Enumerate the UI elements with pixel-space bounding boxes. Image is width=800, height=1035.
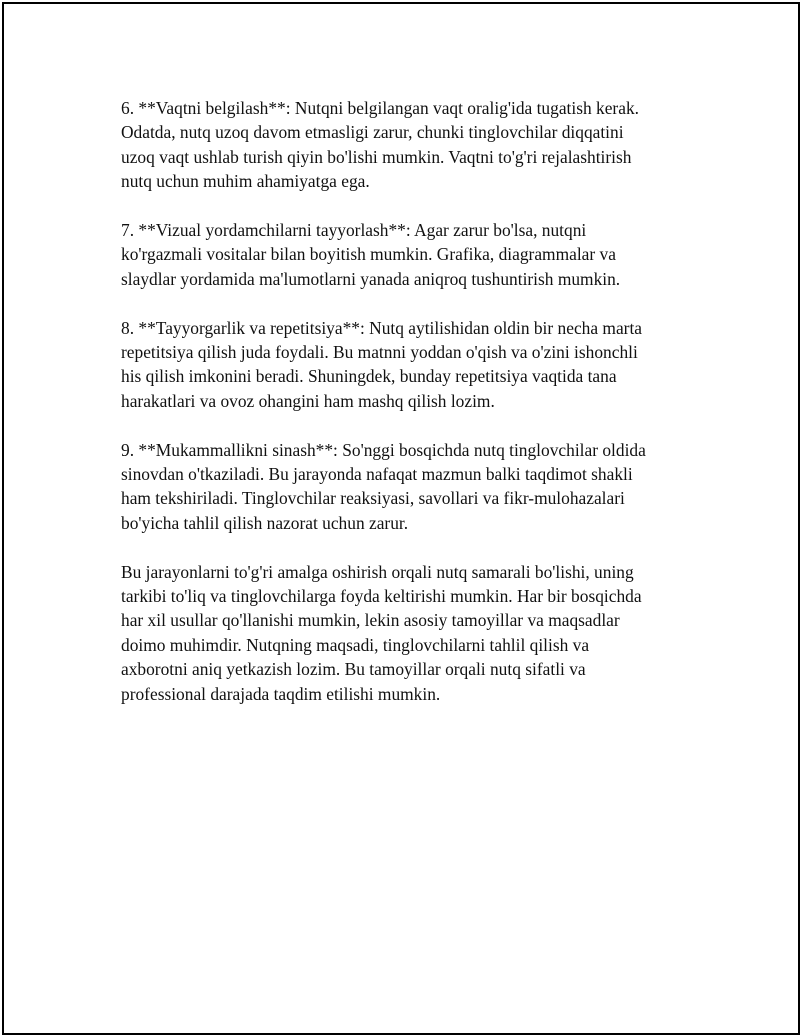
text-line: harakatlari va ovoz ohangini ham mashq qilish lozim. <box>121 390 495 411</box>
paragraph-tayyorgarlik-repetitsiya <box>121 316 691 414</box>
text-line: his qilish imkonini beradi. Shuningdek, bunday repetitsiya vaqtida tana <box>121 366 617 387</box>
text-line: ham tekshiriladi. Tinglovchilar reaksiyasi, savollari va fikr-mulohazalari <box>121 488 625 509</box>
text-line: tarkibi to'liq va tinglovchilarga foyda keltirishi mumkin. Har bir bosqichda <box>121 586 642 607</box>
paragraph-conclusion <box>121 560 691 706</box>
document-page <box>2 2 800 1035</box>
text-line: 8. **Tayyorgarlik va repetitsiya**: Nutq aytilishidan oldin bir necha marta <box>121 317 643 338</box>
text-line: uzoq vaqt ushlab turish qiyin bo'lishi mumkin. Vaqtni to'g'ri rejalashtirish <box>121 146 632 167</box>
text-line: repetitsiya qilish juda foydali. Bu matnni yoddan o'qish va o'zini ishonchli <box>121 342 638 363</box>
text-line: nutq uchun muhim ahamiyatga ega. <box>121 171 370 192</box>
paragraph-vaqtni-belgilash <box>121 96 691 194</box>
paragraph-mukammallikni-sinash <box>121 438 691 536</box>
text-line: Odatda, nutq uzoq davom etmasligi zarur, chunki tinglovchilar diqqatini <box>121 122 624 143</box>
text-line: har xil usullar qo'llanishi mumkin, lekin asosiy tamoyillar va maqsadlar <box>121 610 620 631</box>
text-line: professional darajada taqdim etilishi mumkin. <box>121 683 441 704</box>
text-line: Bu jarayonlarni to'g'ri amalga oshirish orqali nutq samarali bo'lishi, uning <box>121 561 634 582</box>
text-line: ko'rgazmali vositalar bilan boyitish mumkin. Grafika, diagrammalar va <box>121 244 616 265</box>
text-line: axborotni aniq yetkazish lozim. Bu tamoyillar orqali nutq sifatli va <box>121 659 586 680</box>
text-line: 9. **Mukammallikni sinash**: So'nggi bosqichda nutq tinglovchilar oldida <box>121 439 646 460</box>
paragraph-vizual-yordamchilar <box>121 218 691 291</box>
text-line: sinovdan o'tkaziladi. Bu jarayonda nafaqat mazmun balki taqdimot shakli <box>121 464 633 485</box>
document-body <box>121 96 691 730</box>
text-line: doimo muhimdir. Nutqning maqsadi, tinglovchilarni tahlil qilish va <box>121 634 590 655</box>
text-line: 6. **Vaqtni belgilash**: Nutqni belgilangan vaqt oralig'ida tugatish kerak. <box>121 98 639 118</box>
text-line: 7. **Vizual yordamchilarni tayyorlash**: Agar zarur bo'lsa, nutqni <box>121 220 587 241</box>
text-line: bo'yicha tahlil qilish nazorat uchun zarur. <box>121 512 409 533</box>
text-line: slaydlar yordamida ma'lumotlarni yanada aniqroq tushuntirish mumkin. <box>121 268 621 289</box>
